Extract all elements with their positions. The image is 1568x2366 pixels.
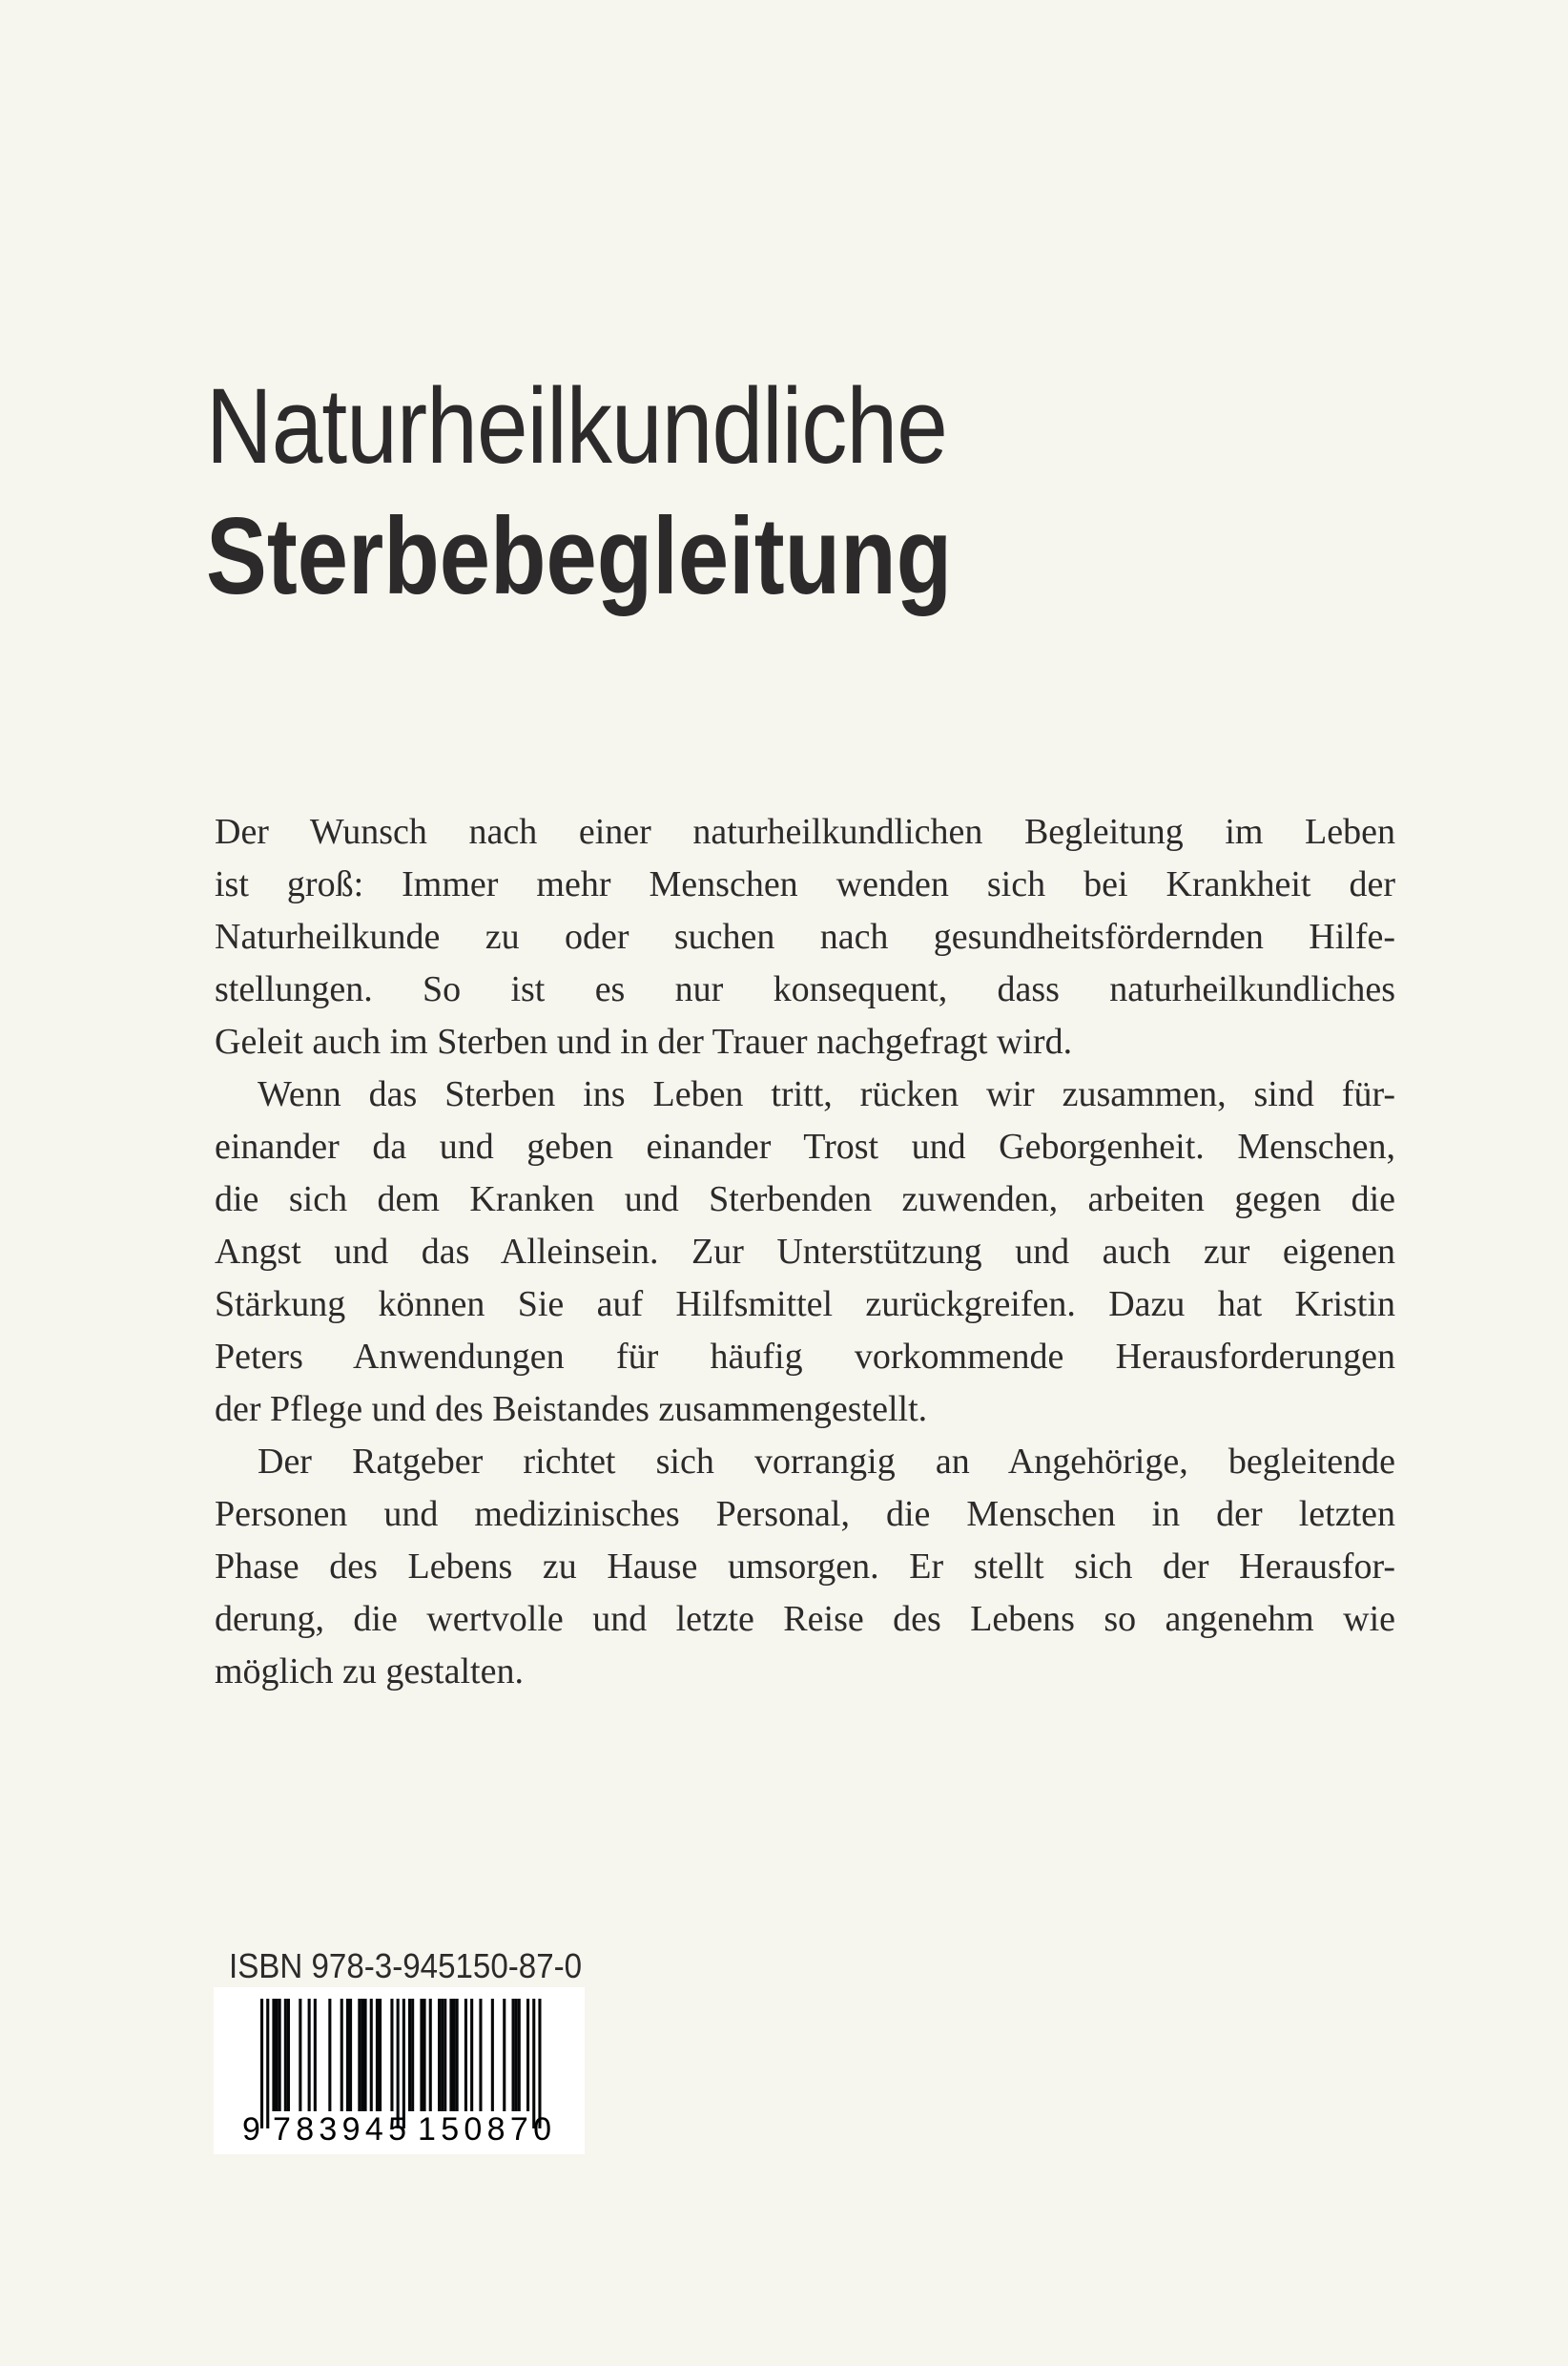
- text-line: Wenn das Sterben ins Leben tritt, rücken wir zusammen, sind für-: [258, 1074, 1395, 1114]
- isbn-label: ISBN 978-3-945150-87-0: [229, 1946, 583, 1985]
- text-line: Geleit auch im Sterben und in der Trauer nachgefragt wird.: [215, 1022, 1073, 1062]
- barcode-bar: [361, 1999, 363, 2111]
- barcode-bar: [444, 1999, 446, 2111]
- barcode-bar: [449, 1999, 452, 2111]
- blurb-text: [215, 806, 1395, 1698]
- barcode-bar: [308, 1999, 311, 2111]
- barcode: [214, 1987, 585, 2154]
- text-line: Angst und das Alleinsein. Zur Unterstützung und auch zur eigenen: [215, 1232, 1395, 1272]
- barcode-bar: [402, 1999, 405, 2128]
- barcode-bar: [376, 1999, 379, 2111]
- barcode-bar: [346, 1999, 349, 2111]
- barcode-bar: [420, 1999, 423, 2111]
- barcode-bar: [408, 1999, 411, 2111]
- text-line: stellungen. So ist es nur konsequent, dass naturheilkundliches: [215, 969, 1395, 1009]
- title-line-1: Naturheilkundliche: [206, 366, 947, 486]
- barcode-bar: [358, 1999, 361, 2111]
- barcode-digit-first: 9: [242, 2111, 260, 2148]
- barcode-bar: [397, 1999, 400, 2128]
- text-line: einander da und geben einander Trost und Geborgenheit. Menschen,: [215, 1127, 1395, 1167]
- barcode-bar: [438, 1999, 441, 2111]
- paragraph-1: [215, 806, 1395, 1069]
- barcode-bar: [429, 1999, 432, 2111]
- barcode-bar: [453, 1999, 456, 2111]
- barcode-bar: [299, 1999, 301, 2111]
- barcode-bar: [464, 1999, 467, 2111]
- title-line-2: Sterbebegleitung: [206, 496, 953, 617]
- barcode-bar: [379, 1999, 382, 2111]
- barcode-bar: [538, 1999, 541, 2128]
- text-line: derung, die wertvolle und letzte Reise des Lebens so angenehm wie: [215, 1599, 1395, 1639]
- barcode-bar: [314, 1999, 317, 2111]
- barcode-bars: [214, 1987, 585, 2154]
- barcode-bar: [364, 1999, 367, 2111]
- barcode-digits-right: 150870: [418, 2111, 551, 2148]
- barcode-bar: [423, 1999, 426, 2111]
- barcode-bar: [284, 1999, 287, 2111]
- barcode-bar: [512, 1999, 515, 2111]
- barcode-bar: [340, 1999, 343, 2111]
- barcode-bar: [287, 1999, 290, 2111]
- barcode-bar: [260, 1999, 263, 2128]
- barcode-bar: [456, 1999, 459, 2111]
- barcode-bar: [479, 1999, 482, 2111]
- text-line: der Pflege und des Beistandes zusammengestellt.: [215, 1389, 928, 1429]
- text-line: möglich zu gestalten.: [215, 1651, 524, 1691]
- barcode-bar: [390, 1999, 393, 2111]
- paragraph-3: [215, 1436, 1395, 1698]
- barcode-bar: [518, 1999, 521, 2111]
- barcode-bar: [491, 1999, 494, 2111]
- barcode-bar: [532, 1999, 535, 2128]
- barcode-bar: [266, 1999, 269, 2128]
- barcode-bar: [279, 1999, 281, 2111]
- text-line: ist groß: Immer mehr Menschen wenden sich bei Krankheit der: [215, 864, 1395, 904]
- barcode-bar: [503, 1999, 505, 2111]
- barcode-bar: [272, 1999, 275, 2111]
- barcode-digits-left: 783945: [273, 2111, 406, 2148]
- barcode-bar: [349, 1999, 352, 2111]
- barcode-bar: [276, 1999, 279, 2111]
- barcode-bar: [411, 1999, 414, 2111]
- text-line: Stärkung können Sie auf Hilfsmittel zurückgreifen. Dazu hat Kristin: [215, 1284, 1395, 1324]
- barcode-bar: [515, 1999, 518, 2111]
- text-line: Der Ratgeber richtet sich vorrangig an Angehörige, begleitende: [258, 1442, 1395, 1482]
- barcode-bar: [441, 1999, 444, 2111]
- paragraph-2: [215, 1069, 1395, 1436]
- text-line: Naturheilkunde zu oder suchen nach gesundheitsfördernden Hilfe-: [215, 917, 1395, 957]
- barcode-bar: [370, 1999, 373, 2111]
- barcode-bar: [328, 1999, 331, 2111]
- text-line: Personen und medizinisches Personal, die Menschen in der letzten: [215, 1494, 1395, 1534]
- barcode-bar: [470, 1999, 473, 2111]
- text-line: Der Wunsch nach einer naturheilkundlichen Begleitung im Leben: [215, 812, 1395, 852]
- text-line: Phase des Lebens zu Hause umsorgen. Er stellt sich der Herausfor-: [215, 1546, 1395, 1587]
- text-line: Peters Anwendungen für häufig vorkommende Herausforderungen: [215, 1337, 1395, 1377]
- text-line: die sich dem Kranken und Sterbenden zuwenden, arbeiten gegen die: [215, 1179, 1395, 1219]
- barcode-bar: [526, 1999, 529, 2111]
